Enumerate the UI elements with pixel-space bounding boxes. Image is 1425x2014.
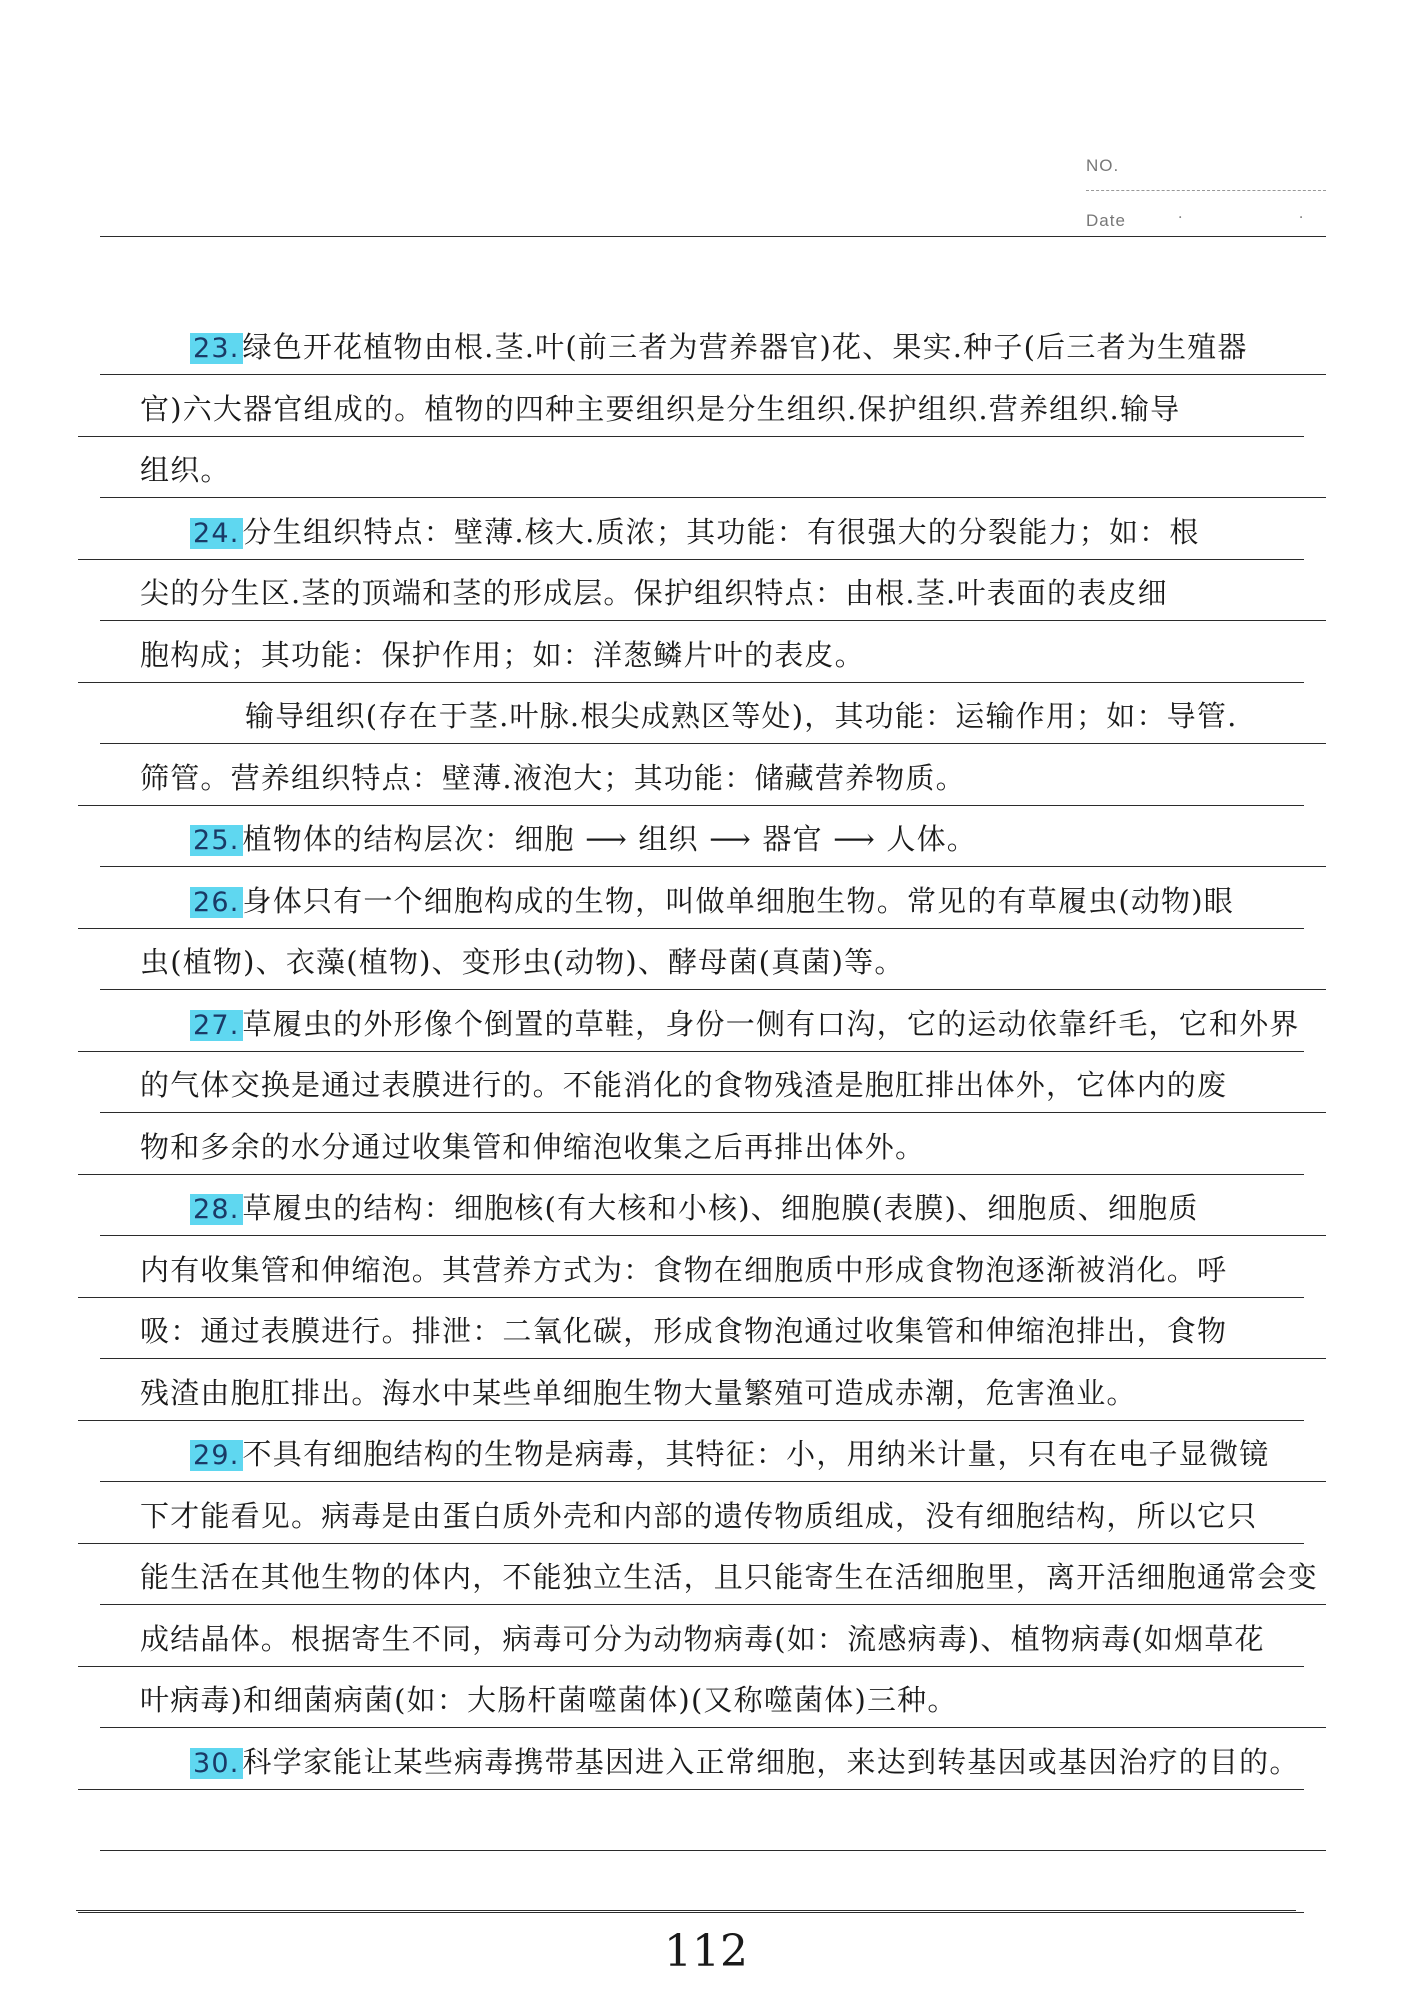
date-dots: · · (1178, 210, 1360, 226)
paragraph-number: 27. (190, 1010, 243, 1041)
text-line (190, 330, 1370, 366)
line-text: 输导组织(存在于茎.叶脉.根尖成熟区等处)，其功能：运输作用；如：导管. (245, 699, 1238, 733)
line-text: 吸：通过表膜进行。排泄：二氧化碳，形成食物泡通过收集管和伸缩泡排出，食物 (140, 1314, 1228, 1348)
text-line (140, 1068, 1320, 1102)
ruled-line (100, 1235, 1326, 1236)
no-dashed-line (1086, 190, 1326, 191)
line-text: 筛管。营养组织特点：壁薄.液泡大；其功能：储藏营养物质。 (140, 760, 966, 795)
date-label: Date (1086, 211, 1126, 230)
paragraph-number: 23. (190, 333, 243, 364)
text-line (140, 761, 1320, 795)
ruled-line (100, 1481, 1326, 1482)
line-text: 成结晶体。根据寄生不同，病毒可分为动物病毒(如：流感病毒)、植物病毒(如烟草花 (140, 1621, 1265, 1656)
ruled-line (78, 1789, 1304, 1790)
no-label: NO. (1086, 156, 1120, 175)
line-text: 草履虫的结构：细胞核(有大核和小核)、细胞膜(表膜)、细胞质、细胞质 (242, 1191, 1199, 1225)
ruled-line (100, 620, 1326, 621)
text-line (140, 1314, 1320, 1348)
ruled-line (78, 1051, 1304, 1052)
text-line (190, 1191, 1370, 1227)
text-line (245, 699, 1425, 733)
text-line (190, 515, 1370, 551)
ruled-line (78, 559, 1304, 560)
ruled-line (78, 1297, 1304, 1298)
text-line (190, 822, 1370, 858)
ruled-line (100, 1604, 1326, 1605)
line-text: 胞构成；其功能：保护作用；如：洋葱鳞片叶的表皮。 (140, 637, 865, 672)
text-line (140, 945, 1320, 979)
ruled-line (78, 682, 1304, 683)
line-text: 能生活在其他生物的体内，不能独立生活，且只能寄生在活细胞里，离开活细胞通常会变 (140, 1560, 1318, 1594)
text-line (140, 1499, 1320, 1533)
ruled-line (78, 928, 1304, 929)
ruled-line (100, 989, 1326, 990)
line-text: 官)六大器官组成的。植物的四种主要组织是分生组织.保护组织.营养组织.输导 (140, 391, 1181, 426)
text-line (140, 576, 1320, 610)
text-line (140, 453, 1320, 487)
paragraph-number: 25. (190, 825, 243, 856)
line-text: 草履虫的外形像个倒置的草鞋，身份一侧有口沟，它的运动依靠纤毛，它和外界 (242, 1006, 1300, 1041)
ruled-line (100, 1727, 1326, 1728)
text-line (140, 638, 1320, 672)
ruled-line (78, 1420, 1304, 1421)
ruled-line (78, 805, 1304, 806)
ruled-line (78, 1543, 1304, 1544)
ruled-line (100, 1358, 1326, 1359)
text-line (190, 1437, 1370, 1473)
header-rule (100, 236, 1326, 237)
line-text: 身体只有一个细胞构成的生物，叫做单细胞生物。常见的有草履虫(动物)眼 (242, 883, 1234, 918)
line-text: 科学家能让某些病毒携带基因进入正常细胞，来达到转基因或基因治疗的目的。 (242, 1744, 1300, 1779)
paragraph-number: 30. (190, 1748, 243, 1779)
text-line (140, 1376, 1320, 1410)
ruled-line (100, 866, 1326, 867)
line-text: 组织。 (140, 453, 231, 487)
line-text: 分生组织特点：壁薄.核大.质浓；其功能：有很强大的分裂能力；如：根 (242, 514, 1200, 549)
line-text: 残渣由胞肛排出。海水中某些单细胞生物大量繁殖可造成赤潮，危害渔业。 (140, 1375, 1137, 1410)
paragraph-number: 26. (190, 887, 243, 918)
ruled-line (100, 743, 1326, 744)
ruled-line (100, 1850, 1326, 1851)
ruled-line (100, 497, 1326, 498)
text-line (140, 1130, 1320, 1164)
paragraph-number: 24. (190, 518, 243, 549)
line-text: 尖的分生区.茎的顶端和茎的形成层。保护组织特点：由根.茎.叶表面的表皮细 (140, 576, 1168, 610)
line-text: 叶病毒)和细菌病菌(如：大肠杆菌噬菌体)(又称噬菌体)三种。 (140, 1683, 958, 1717)
line-text: 植物体的结构层次：细胞 ⟶ 组织 ⟶ 器官 ⟶ 人体。 (242, 822, 977, 856)
paragraph-number: 29. (190, 1440, 243, 1471)
text-line (140, 1253, 1320, 1287)
text-line (140, 1622, 1320, 1656)
text-line (190, 1007, 1370, 1043)
text-line (140, 1683, 1320, 1717)
ruled-line (100, 374, 1326, 375)
ruled-line (78, 1912, 1304, 1913)
paragraph-number: 28. (190, 1194, 243, 1225)
line-text: 下才能看见。病毒是由蛋白质外壳和内部的遗传物质组成，没有细胞结构，所以它只 (140, 1498, 1258, 1533)
line-text: 绿色开花植物由根.茎.叶(前三者为营养器官)花、果实.种子(后三者为生殖器 (242, 330, 1248, 364)
text-line (140, 1560, 1320, 1594)
text-line (190, 1745, 1370, 1781)
line-text: 不具有细胞结构的生物是病毒，其特征：小，用纳米计量，只有在电子显微镜 (242, 1437, 1270, 1471)
text-line (190, 884, 1370, 920)
line-text: 虫(植物)、衣藻(植物)、变形虫(动物)、酵母菌(真菌)等。 (140, 945, 905, 979)
page-number: 112 (664, 1926, 748, 1977)
text-line (140, 392, 1320, 426)
ruled-line (78, 1174, 1304, 1175)
footer-rule (76, 1910, 1296, 1911)
ruled-line (78, 1666, 1304, 1667)
line-text: 内有收集管和伸缩泡。其营养方式为：食物在细胞质中形成食物泡逐渐被消化。呼 (140, 1252, 1228, 1287)
line-text: 的气体交换是通过表膜进行的。不能消化的食物残渣是胞肛排出体外，它体内的废 (140, 1068, 1228, 1102)
ruled-line (78, 436, 1304, 437)
ruled-line (100, 1112, 1326, 1113)
line-text: 物和多余的水分通过收集管和伸缩泡收集之后再排出体外。 (140, 1129, 926, 1164)
